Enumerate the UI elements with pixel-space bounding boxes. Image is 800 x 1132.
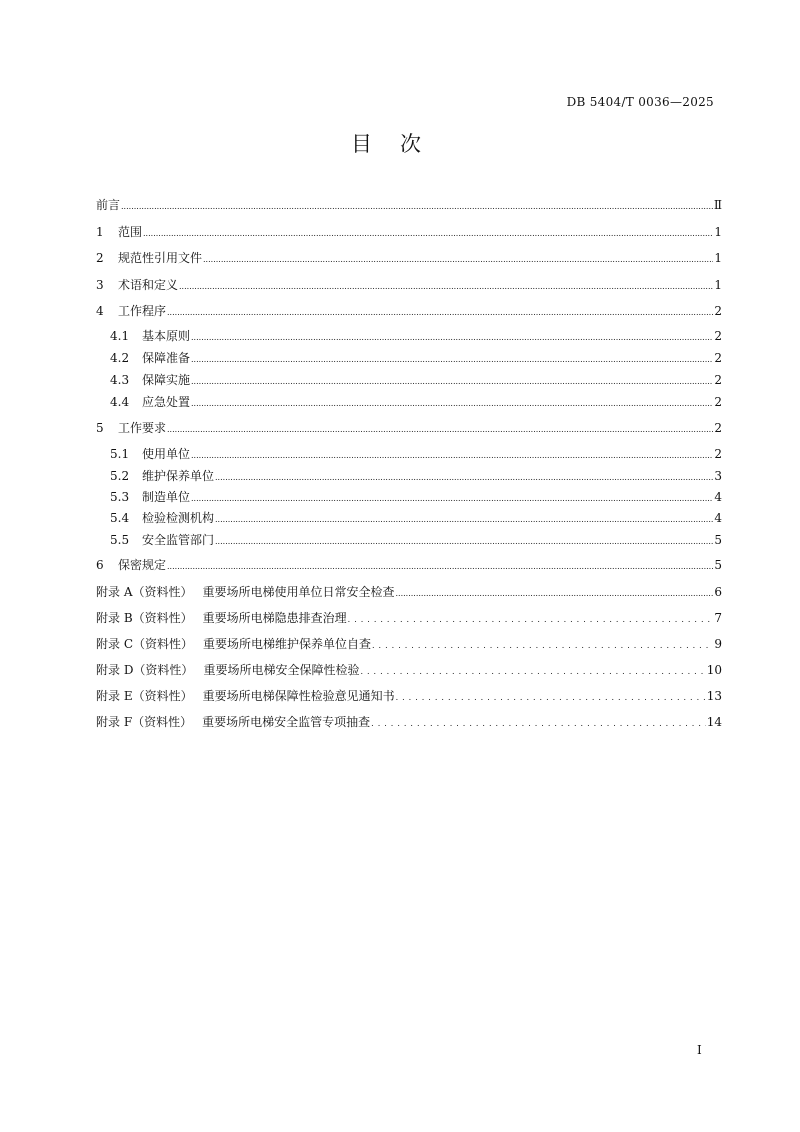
- toc-entry-number: 4.2: [110, 351, 130, 365]
- toc-entry[interactable]: [96, 688, 722, 706]
- toc-entry-page: 9: [714, 637, 722, 651]
- toc-entry-label: 规范性引用文件: [118, 251, 203, 265]
- toc-entry[interactable]: [96, 420, 722, 438]
- toc-entry-page: 4: [714, 490, 722, 504]
- dot-leader: [143, 224, 713, 242]
- toc-entry-label: 保障实施: [142, 373, 191, 387]
- toc-entry-number: 5.4: [110, 511, 130, 525]
- dot-leader: [191, 446, 713, 464]
- toc-entry[interactable]: [110, 489, 722, 507]
- toc-entry-label: 工作要求: [118, 421, 167, 435]
- toc-entry-label: 检验检测机构: [142, 511, 215, 525]
- toc-entry-page: 1: [714, 251, 722, 265]
- toc-entry-page: 14: [706, 715, 722, 729]
- toc-entry-label: 安全监管部门: [142, 533, 215, 547]
- toc-entry-page: 2: [714, 329, 722, 343]
- dot-leader: [360, 662, 705, 680]
- dot-leader: [191, 328, 713, 346]
- toc-entry-number: 4.3: [110, 373, 130, 387]
- toc-entry-page: 2: [714, 447, 722, 461]
- toc-entry[interactable]: [96, 662, 722, 680]
- dot-leader: [191, 372, 713, 390]
- toc-entry-page: 1: [714, 278, 722, 292]
- toc-entry-number: 5.3: [110, 490, 130, 504]
- toc-entry-label: 重要场所电梯维护保养单位自查: [203, 637, 372, 651]
- toc-entry-label: 维护保养单位: [142, 469, 215, 483]
- toc-entry[interactable]: [96, 197, 722, 215]
- toc-entry[interactable]: [110, 394, 722, 412]
- toc-entry-number: 6: [96, 558, 104, 572]
- standard-number: DB 5404/T 0036—2025: [566, 95, 714, 109]
- toc-entry-label: 制造单位: [142, 490, 191, 504]
- toc-entry-page: 2: [714, 304, 722, 318]
- toc-entry-label: 前言: [96, 198, 121, 212]
- toc-entry-label: 保障准备: [142, 351, 191, 365]
- toc-entry[interactable]: [110, 468, 722, 486]
- toc-entry[interactable]: [110, 446, 722, 464]
- toc-entry[interactable]: [110, 510, 722, 528]
- dot-leader: [191, 394, 713, 412]
- toc-entry-number: 5.2: [110, 469, 130, 483]
- toc-entry-number: 附录 E（资料性）: [96, 689, 193, 703]
- toc-entry[interactable]: [110, 328, 722, 346]
- toc-entry-page: 6: [714, 585, 722, 599]
- toc-entry-label: 使用单位: [142, 447, 191, 461]
- toc-entry-label: 重要场所电梯使用单位日常安全检查: [202, 585, 395, 599]
- toc-entry[interactable]: [110, 372, 722, 390]
- toc-entry-page: 3: [714, 469, 722, 483]
- dot-leader: [371, 714, 706, 732]
- toc-entry-label: 重要场所电梯隐患排查治理: [202, 611, 347, 625]
- dot-leader: [191, 350, 713, 368]
- toc-entry-page: 2: [714, 395, 722, 409]
- toc-entry-label: 术语和定义: [118, 278, 179, 292]
- toc-entry-number: 附录 F（资料性）: [96, 715, 193, 729]
- toc-entry-number: 5.5: [110, 533, 130, 547]
- toc-entry-number: 附录 D（资料性）: [96, 663, 194, 677]
- dot-leader: [121, 197, 713, 215]
- toc-entry-label: 重要场所电梯安全监管专项抽查: [202, 715, 371, 729]
- toc-entry[interactable]: [96, 250, 722, 268]
- dot-leader: [167, 557, 713, 575]
- dot-leader: [215, 532, 713, 550]
- toc-entry[interactable]: [96, 714, 722, 732]
- toc-entry-number: 4.1: [110, 329, 130, 343]
- toc-entry[interactable]: [96, 277, 722, 295]
- toc-entry[interactable]: [96, 584, 722, 602]
- toc-entry-label: 工作程序: [118, 304, 167, 318]
- toc-entry-label: 范围: [118, 225, 143, 239]
- toc-entry-page: 7: [714, 611, 722, 625]
- toc-entry[interactable]: [110, 532, 722, 550]
- toc-entry-label: 应急处置: [142, 395, 191, 409]
- dot-leader: [167, 420, 713, 438]
- dot-leader: [203, 250, 713, 268]
- toc-entry-number: 附录 A（资料性）: [96, 585, 193, 599]
- toc-entry-label: 重要场所电梯安全保障性检验: [203, 663, 360, 677]
- toc-entry-page: 5: [714, 533, 722, 547]
- toc-entry-page: 2: [714, 373, 722, 387]
- toc-entry-number: 5.1: [110, 447, 130, 461]
- toc-entry[interactable]: [96, 610, 722, 628]
- dot-leader: [167, 303, 713, 321]
- dot-leader: [179, 277, 713, 295]
- toc-entry-number: 4.4: [110, 395, 130, 409]
- dot-leader: [191, 489, 713, 507]
- page-title: 目次: [351, 132, 449, 156]
- toc-entry-page: 10: [706, 663, 722, 677]
- toc-entry-number: 2: [96, 251, 104, 265]
- toc-entry-page: 2: [714, 421, 722, 435]
- toc-entry-number: 1: [96, 225, 104, 239]
- dot-leader: [372, 636, 713, 654]
- toc-entry-number: 附录 B（资料性）: [96, 611, 193, 625]
- dot-leader: [215, 468, 713, 486]
- toc-entry-label: 保密规定: [118, 558, 167, 572]
- page-number: I: [697, 1043, 702, 1057]
- toc-entry-number: 3: [96, 278, 104, 292]
- toc-entry-page: 13: [706, 689, 722, 703]
- dot-leader: [396, 584, 714, 602]
- toc-entry-page: 4: [714, 511, 722, 525]
- dot-leader: [215, 510, 713, 528]
- dot-leader: [348, 610, 714, 628]
- toc-entry[interactable]: [96, 224, 722, 242]
- dot-leader: [396, 688, 706, 706]
- toc-entry-number: 附录 C（资料性）: [96, 637, 193, 651]
- toc-entry-number: 5: [96, 421, 104, 435]
- toc-entry[interactable]: [110, 350, 722, 368]
- toc-entry[interactable]: [96, 303, 722, 321]
- toc-entry-label: 重要场所电梯保障性检验意见通知书: [202, 689, 395, 703]
- toc-entry-page: Ⅱ: [713, 198, 722, 212]
- toc-entry-page: 5: [714, 558, 722, 572]
- toc-entry[interactable]: [96, 557, 722, 575]
- toc-entry-number: 4: [96, 304, 104, 318]
- toc-entry[interactable]: [96, 636, 722, 654]
- toc-entry-page: 2: [714, 351, 722, 365]
- toc-entry-label: 基本原则: [142, 329, 191, 343]
- toc-entry-page: 1: [714, 225, 722, 239]
